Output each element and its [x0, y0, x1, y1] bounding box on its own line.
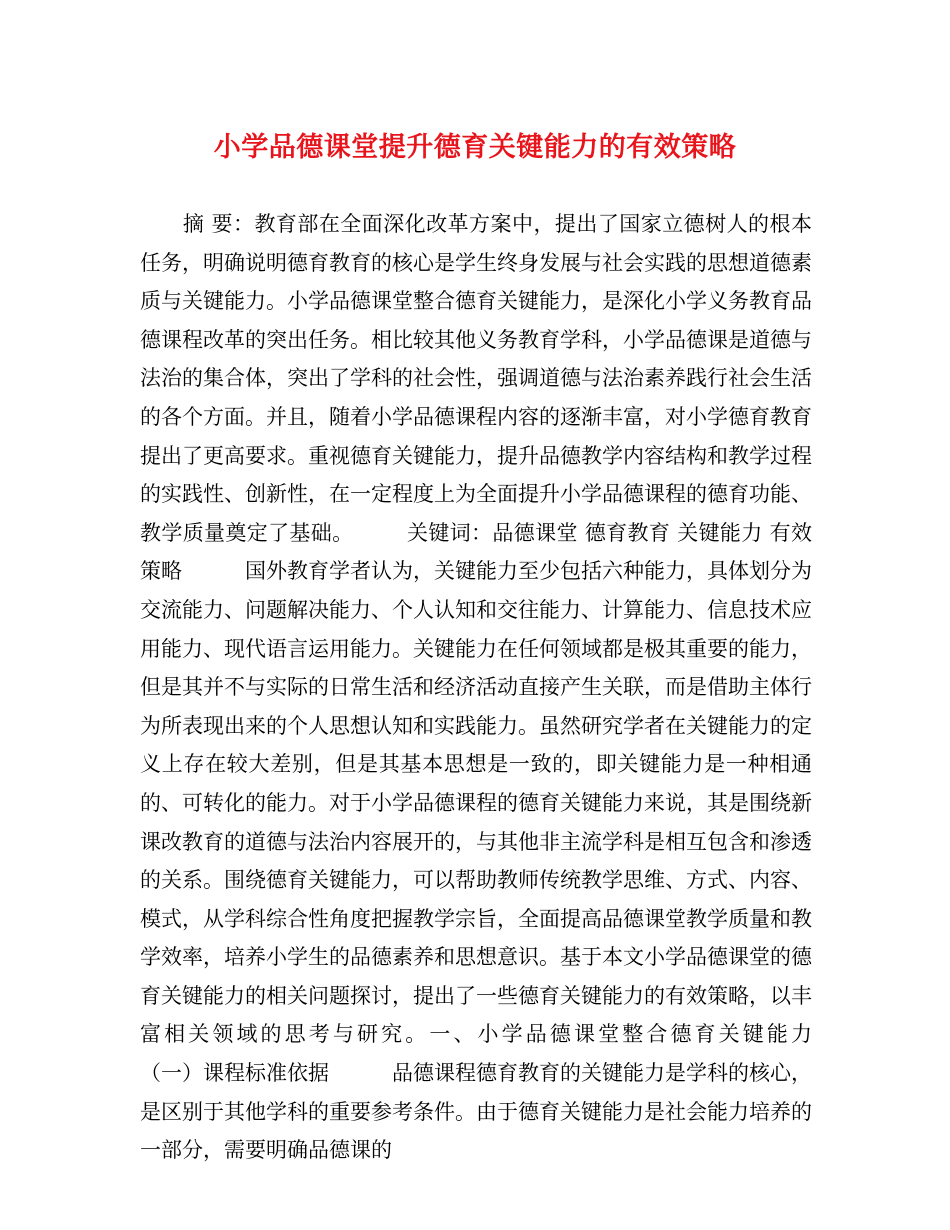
document-body-text: 摘 要：教育部在全面深化改革方案中，提出了国家立德树人的根本任务，明确说明德育教育的核心是学生终身发展与社会实践的思想道德素质与关键能力。小学品德课堂整合德育关键能力，是深化小学义务教育品德课程改革的突出任务。相比较其他义务教育学科，小学品德课是道德与法治的集合体，突出了学科的社会性，强调道德与法治素养践行社会生活的各个方面。并且，随着小学品德课程内容的逐渐丰富，对小学德育教育提出了更高要求。重视德育关键能力，提升品德教学内容结构和教学过程的实践性、创新性，在一定程度上为全面提升小学品德课程的德育功能、教学质量奠定了基础。 关键词：品德课堂 德育教育 关键能力 有效策略 国外教育学者认为，关键能力至少包括六种能力，具体划分为交流能力、问题解决能力、个人认知和交往能力、计算能力、信息技术应用能力、现代语言运用能力。关键能力在任何领域都是极其重要的能力，但是其并不与实际的日常生活和经济活动直接产生关联，而是借助主体行为所表现出来的个人思想认知和实践能力。虽然研究学者在关键能力的定义上存在较大差别，但是其基本思想是一致的，即关键能力是一种相通的、可转化的能力。对于小学品德课程的德育关键能力来说，其是围绕新课改教育的道德与法治内容展开的，与其他非主流学科是相互包含和渗透的关系。围绕德育关键能力，可以帮助教师传统教学思维、方式、内容、模式，从学科综合性角度把握教学宗旨，全面提高品德课堂教学质量和教学效率，培养小学生的品德素养和思想意识。基于本文小学品德课堂的德育关键能力的相关问题探讨，提出了一些德育关键能力的有效策略，以丰富相关领域的思考与研究。一、小学品德课堂整合德育关键能力 （一）课程标准依据 品德课程德育教育的关键能力是学科的核心，是区别于其他学科的重要参考条件。由于德育关键能力是社会能力培养的一部分，需要明确品德课的	[140, 212, 875, 1163]
document-title: 小学品德课堂提升德育关键能力的有效策略	[213, 132, 737, 163]
